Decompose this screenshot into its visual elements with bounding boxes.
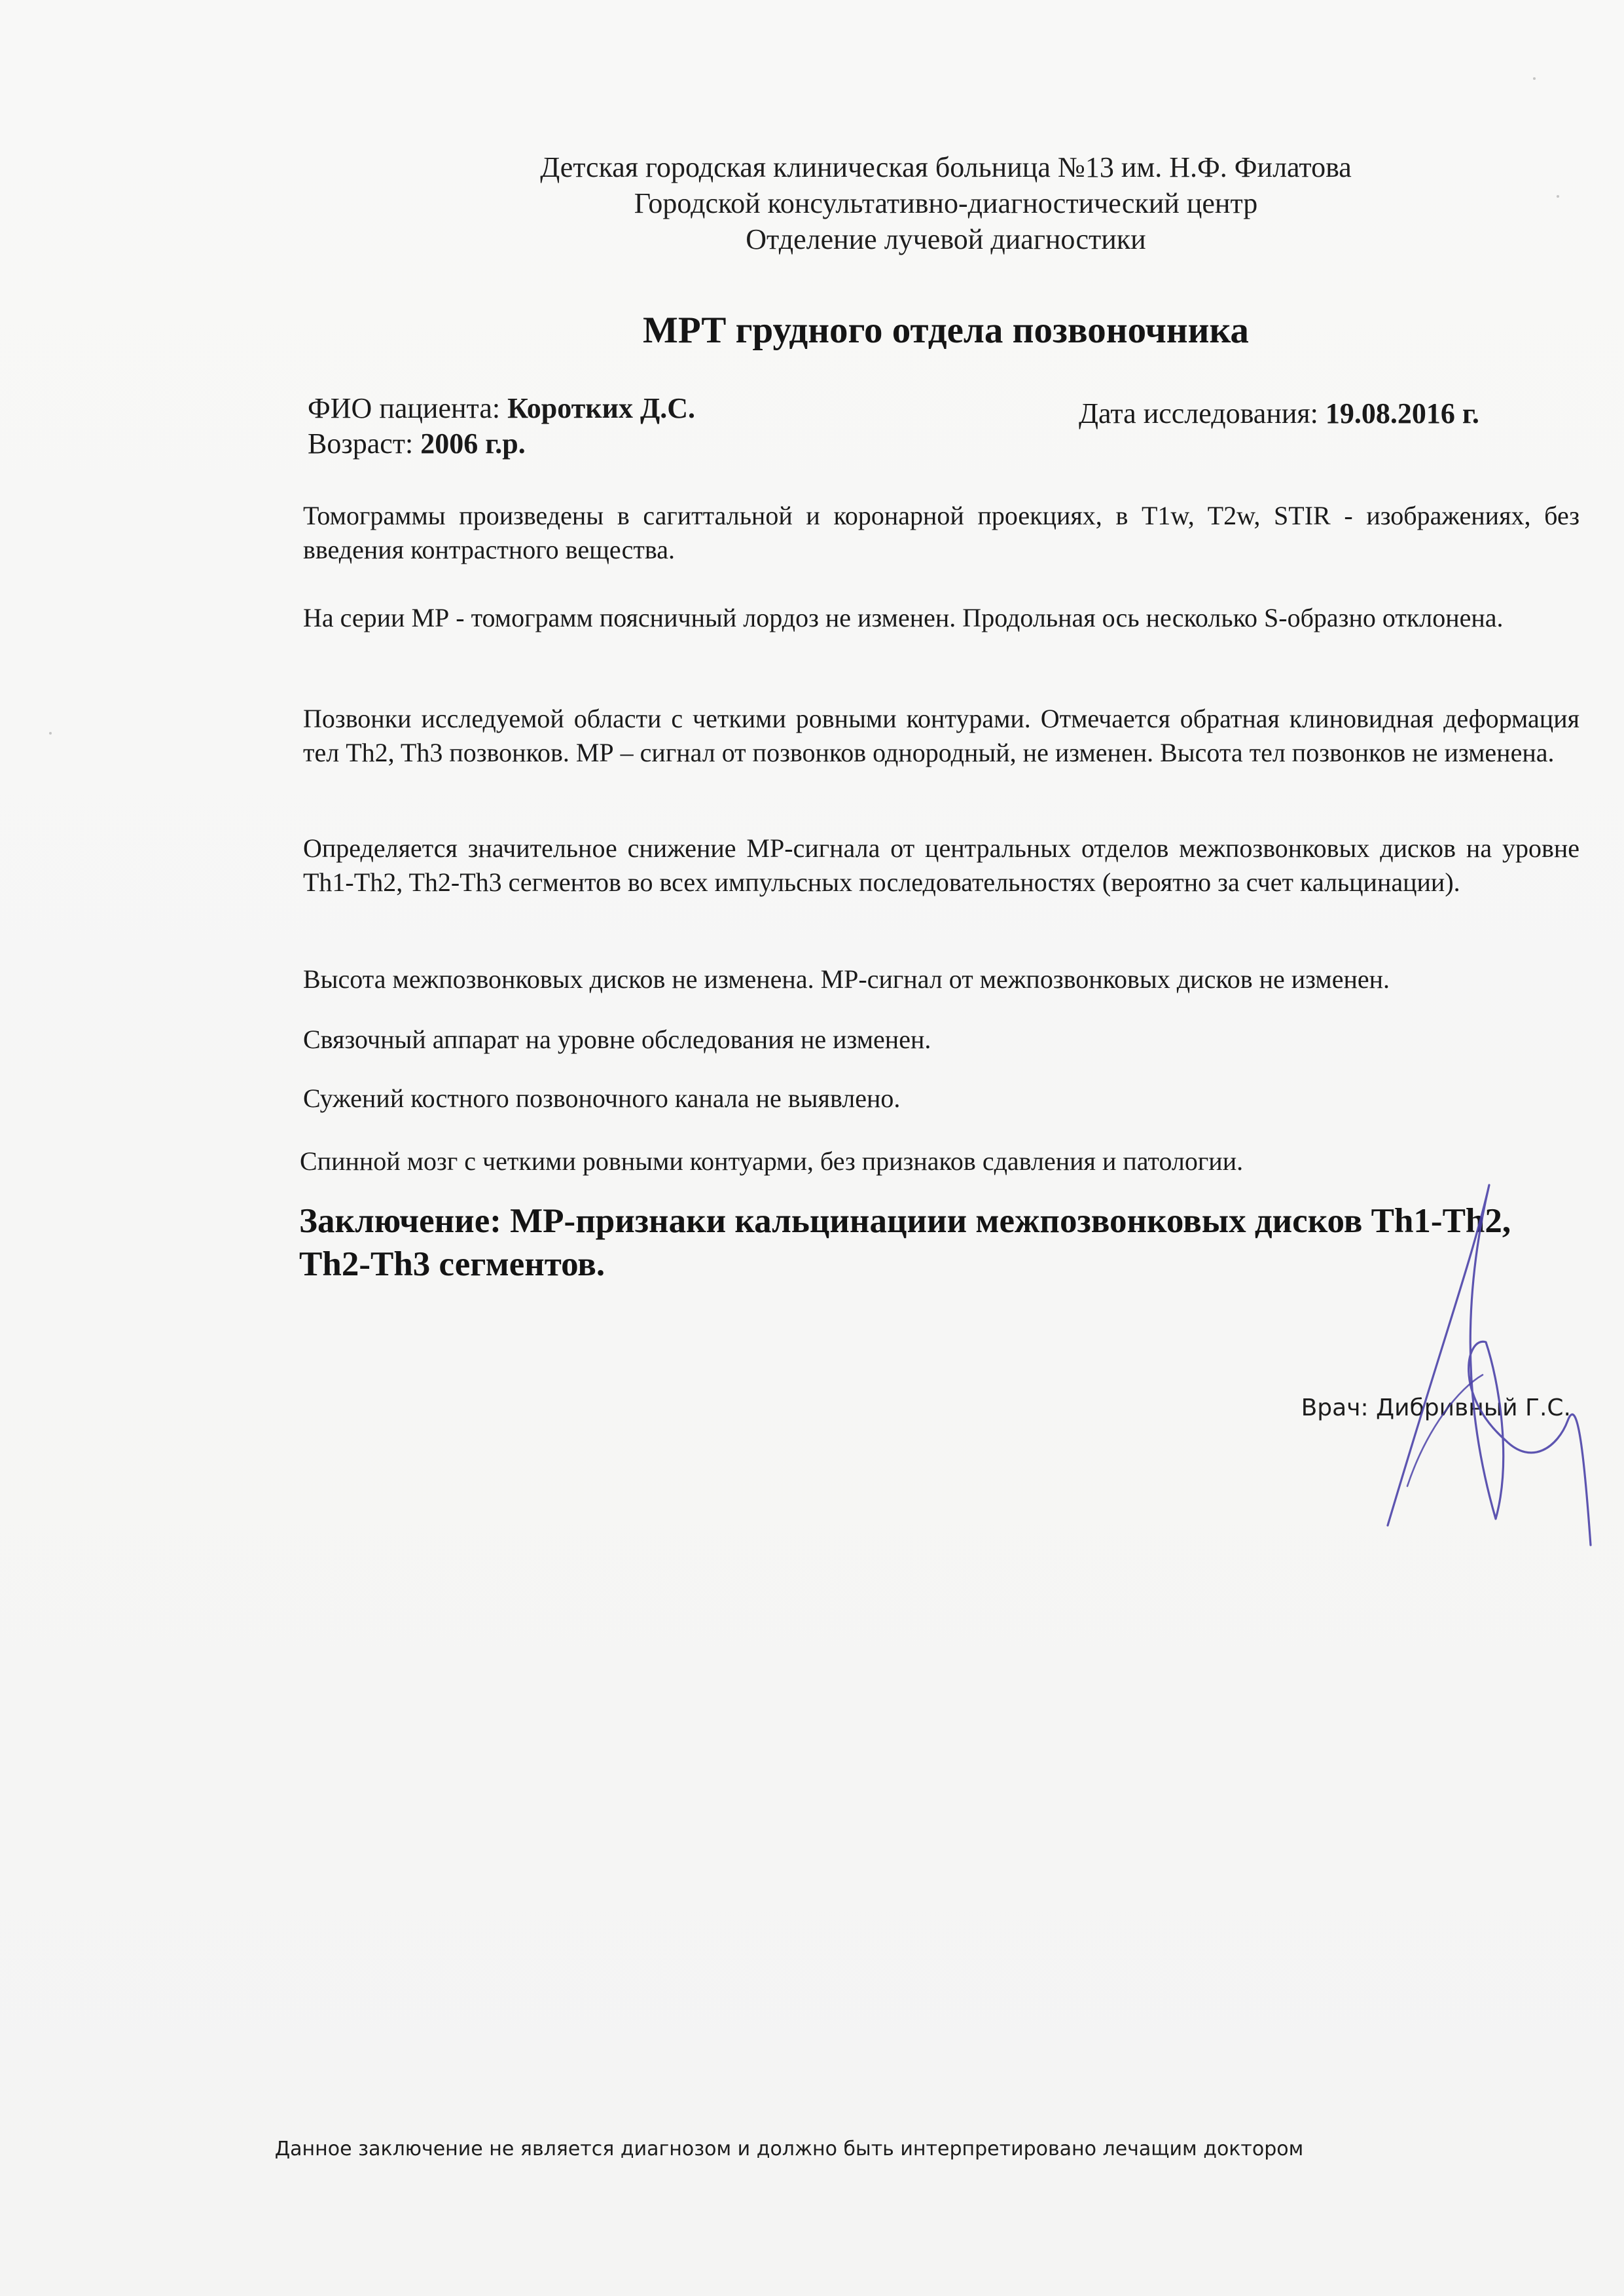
doctor-signature-icon — [1362, 1178, 1597, 1637]
findings-paragraph: Спинной мозг с четкими ровными контуарми, без признаков сдавления и патологии. — [300, 1146, 1244, 1176]
patient-name-value: Коротких Д.С. — [507, 392, 696, 424]
findings-paragraph: Высота межпозвонковых дисков не изменена. МР-сигнал от межпозвонковых дисков не изменен. — [303, 964, 1390, 994]
document-title: МРТ грудного отдела позвоночника — [643, 310, 1249, 351]
exam-date-value: 19.08.2016 г. — [1325, 397, 1479, 429]
patient-age-value: 2006 г.р. — [420, 428, 526, 460]
findings-paragraph: Связочный аппарат на уровне обследования не изменен. — [303, 1025, 931, 1054]
disclaimer-footer: Данное заключение не является диагнозом и должно быть интерпретировано лечащим доктором — [274, 2138, 1304, 2160]
patient-name-label: ФИО пациента: — [308, 392, 501, 424]
scan-speck — [49, 732, 52, 735]
header-hospital-name: Детская городская клиническая больница №13 им. Н.Ф. Филатова — [540, 151, 1352, 183]
header-center-name: Городской консультативно-диагностический центр — [634, 187, 1258, 219]
findings-paragraph: Определяется значительное снижение МР-сигнала от центральных отделов межпозвонковых дисков на уровне Th1-Th2, Th2-Th3 сегментов во всех импульсных последовательностях (вероятно за счет кальцинации). — [303, 833, 1579, 897]
doctor-name: Врач: Дибривный Г.С. — [1301, 1394, 1571, 1421]
exam-date-label: Дата исследования: — [1079, 397, 1318, 429]
findings-paragraph: На серии МР - томограмм поясничный лордоз не изменен. Продольная ось несколько S-образно отклонена. — [303, 603, 1504, 632]
header-department-name: Отделение лучевой диагностики — [746, 223, 1146, 255]
findings-paragraph: Позвонки исследуемой области с четкими ровными контурами. Отмечается обратная клиновидная деформация тел Th2, Th3 позвонков. МР – сигнал от позвонков однородный, не изменен. Высота тел позвонков не изменена. — [303, 704, 1579, 767]
patient-name-row — [308, 392, 695, 425]
conclusion: Заключение: МР-признаки кальцинациии межпозвонковых дисков Th1-Th2, Th2-Th3 сегментов. — [299, 1202, 1511, 1283]
findings-paragraph: Сужений костного позвоночного канала не выявлено. — [303, 1084, 901, 1113]
patient-age-row — [308, 427, 526, 460]
scan-speck — [1557, 195, 1559, 198]
patient-age-label: Возраст: — [308, 428, 414, 460]
exam-date-row — [1079, 397, 1479, 430]
institution-header — [393, 149, 1499, 257]
scan-speck — [1533, 77, 1536, 80]
findings-paragraph: Томограммы произведены в сагиттальной и коронарной проекциях, в T1w, T2w, STIR - изображениях, без введения контрастного вещества. — [303, 501, 1579, 564]
